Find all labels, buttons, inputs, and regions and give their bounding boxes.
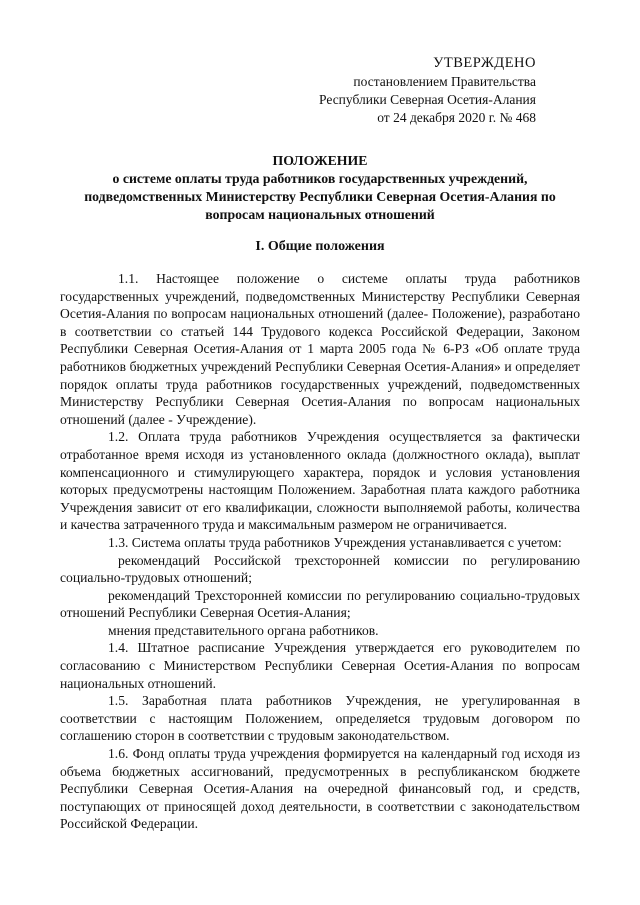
title-line: ПОЛОЖЕНИЕ xyxy=(272,153,368,168)
title-line: о системе оплаты труда работников государственных учреждений, xyxy=(112,171,528,186)
list-item: рекомендаций Трехсторонней комиссии по регулированию социально-трудовых отношений Республики Северная Осетия-Алания; xyxy=(60,587,580,621)
approval-heading: УТВЕРЖДЕНО xyxy=(433,55,536,71)
section-heading: I. Общие положения xyxy=(255,239,385,254)
approval-line: от 24 декабря 2020 г. № 468 xyxy=(377,110,536,125)
approval-line: постановлением Правительства xyxy=(353,74,536,89)
list-item: рекомендаций Российской трехсторонней комиссии по регулированию социально-трудовых отношений; xyxy=(60,552,580,586)
document-title xyxy=(60,152,580,224)
approval-stamp xyxy=(296,54,536,127)
paragraph-1-4: 1.4. Штатное расписание Учреждения утверждается его руководителем по согласованию с Министерством Республики Северная Осетия-Алания по вопросам национальных отношений. xyxy=(60,640,580,691)
paragraph-1-6: 1.6. Фонд оплаты труда учреждения формируется на календарный год исходя из объема бюджетных ассигнований, предусмотренных в республиканском бюджете Республики Северная Осетия-Алания на очередной финансовый год, и средств, поступающих от приносящей доход деятельности, в соответствии с законодательством Российской Федерации. xyxy=(60,746,580,832)
list-item: мнения представительного органа работников. xyxy=(108,622,379,638)
paragraph-1-2: 1.2. Оплата труда работников Учреждения осуществляется за фактически отработанное время исходя из установленного оклада (должностного оклада), выплат компенсационного и стимулирующего характера, порядок и условия установления которых предусмотрены настоящим Положением. Заработная плата каждого работника Учреждения зависит от его квалификации, сложности выполняемой работы, количества и качества затраченного труда и максимальным размером не ограничивается. xyxy=(60,429,580,533)
paragraph-1-5: 1.5. Заработная плата работников Учреждения, не урегулированная в соответствии с настоящим Положением, определяеtся трудовым договором по соглашению сторон в соответствии с трудовым законодательством. xyxy=(60,693,580,744)
paragraph-1-3: 1.3. Система оплаты труда работников Учреждения устанавливается с учетом: xyxy=(108,534,562,550)
approval-line: Республики Северная Осетия-Алания xyxy=(319,92,536,107)
document-body xyxy=(60,270,580,833)
title-line: подведомственных Министерству Республики Северная Осетия-Алания по xyxy=(84,189,556,204)
title-line: вопросам национальных отношений xyxy=(205,207,435,222)
paragraph-1-1: 1.1. Настоящее положение о системе оплаты труда работников государственных учреждений, подведомственных Министерству Республики Северная Осетия-Алания по вопросам национальных отношений (далее- Положение), разработано в соответствии со статьей 144 Трудового кодекса Российской Федерации, Законом Республики Северная Осетия-Алания от 1 марта 2005 года № 6-РЗ «Об оплате труда работников бюджетных учреждений Республики Северная Осетия-Алания» и определяет порядок оплаты труда работников государственных учреждений, подведомственных Министерству Республики Северная Осетия-Алания по вопросам национальных отношений (далее - Учреждение). xyxy=(60,271,580,427)
